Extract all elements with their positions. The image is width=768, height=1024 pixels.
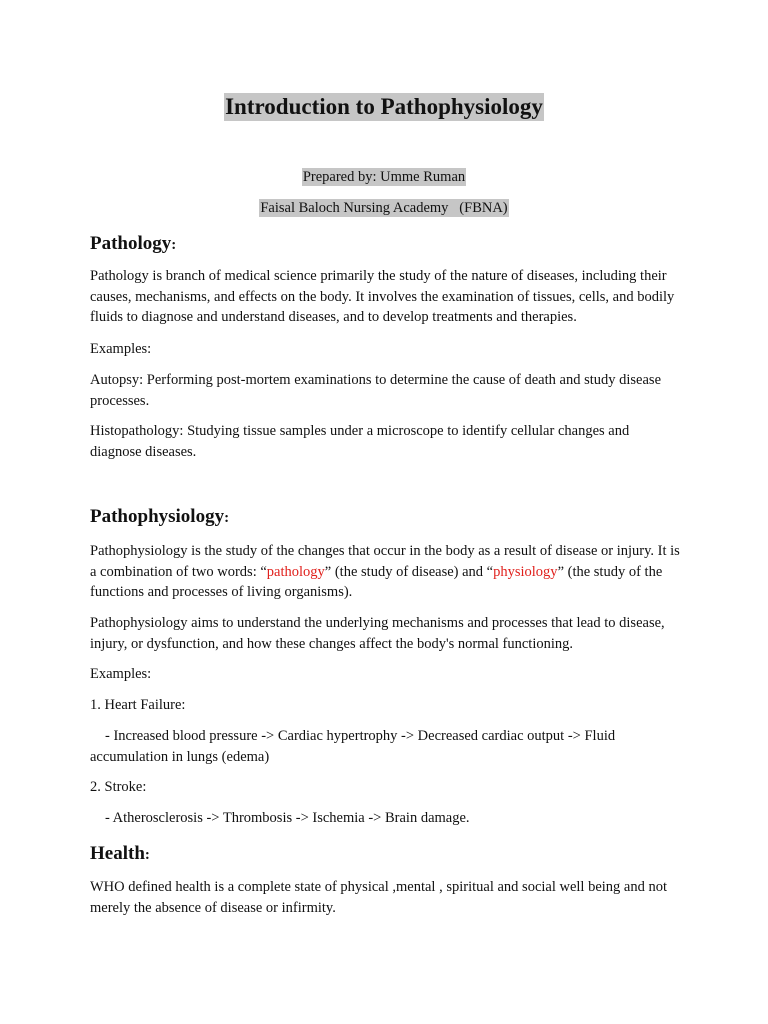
heart-failure-chain: - Increased blood pressure -> Cardiac hypertrophy -> Decreased cardiac output -> Fluid accumulation in lungs (edema) [90, 728, 616, 765]
pathology-heading [90, 232, 176, 257]
pathophysiology-def-part2: ” (the study of disease) and “ [324, 563, 494, 580]
pathology-examples-label: Examples: [90, 341, 152, 357]
example-heart-failure-title: 1. Heart Failure: [90, 697, 186, 713]
pathophysiology-def-part3: ” (the study of the functions and processes of living organisms). [90, 563, 663, 600]
institution: Faisal Baloch Nursing Academy (FBNA) [260, 200, 508, 216]
pathophysiology-heading [90, 505, 229, 530]
health-heading-text: Health [90, 843, 145, 864]
pathophysiology-heading-colon: : [224, 510, 230, 526]
prepared-by: Prepared by: Umme Ruman [302, 169, 466, 185]
health-heading-colon: : [144, 847, 150, 863]
institution-line [0, 199, 768, 217]
example-stroke-detail [90, 808, 680, 829]
pathophysiology-def-part1: Pathophysiology is the study of the changes that occur in the body as a result of disease or injury. It is a combination of two words: “ [90, 543, 680, 580]
example-stroke-title: 2. Stroke: [90, 779, 147, 795]
example-heart-failure-detail [90, 726, 680, 767]
pathology-term: pathology [266, 563, 325, 580]
pathology-definition: Pathology is branch of medical science primarily the study of the nature of diseases, including their causes, mechanisms, and effects on the body. It involves the examination of tissues, cells, and bodily fluids to diagnose and understand diseases, and to develop treatments and therapies. [90, 268, 675, 325]
prepared-by-line [0, 168, 768, 186]
pathophysiology-heading-text: Pathophysiology [90, 506, 225, 527]
stroke-chain: - Atherosclerosis -> Thrombosis -> Ischemia -> Brain damage. [105, 810, 470, 826]
health-heading [90, 842, 150, 867]
pathology-example-histopathology: Histopathology: Studying tissue samples under a microscope to identify cellular changes and diagnose diseases. [90, 423, 630, 460]
health-definition: WHO defined health is a complete state of physical ,mental , spiritual and social well being and not merely the absence of disease or infirmity. [90, 879, 668, 916]
pathophysiology-examples-label: Examples: [90, 666, 152, 682]
title-block [0, 93, 768, 121]
pathology-example-autopsy: Autopsy: Performing post-mortem examinations to determine the cause of death and study disease processes. [90, 372, 662, 409]
pathology-heading-text: Pathology [90, 233, 172, 254]
pathophysiology-definition [90, 541, 680, 603]
physiology-term: physiology [493, 563, 558, 580]
pathology-heading-colon: : [171, 237, 177, 253]
pathophysiology-aim: Pathophysiology aims to understand the underlying mechanisms and processes that lead to disease, injury, or dysfunction, and how these changes affect the body's normal functioning. [90, 615, 665, 652]
document-title: Introduction to Pathophysiology [225, 94, 543, 119]
